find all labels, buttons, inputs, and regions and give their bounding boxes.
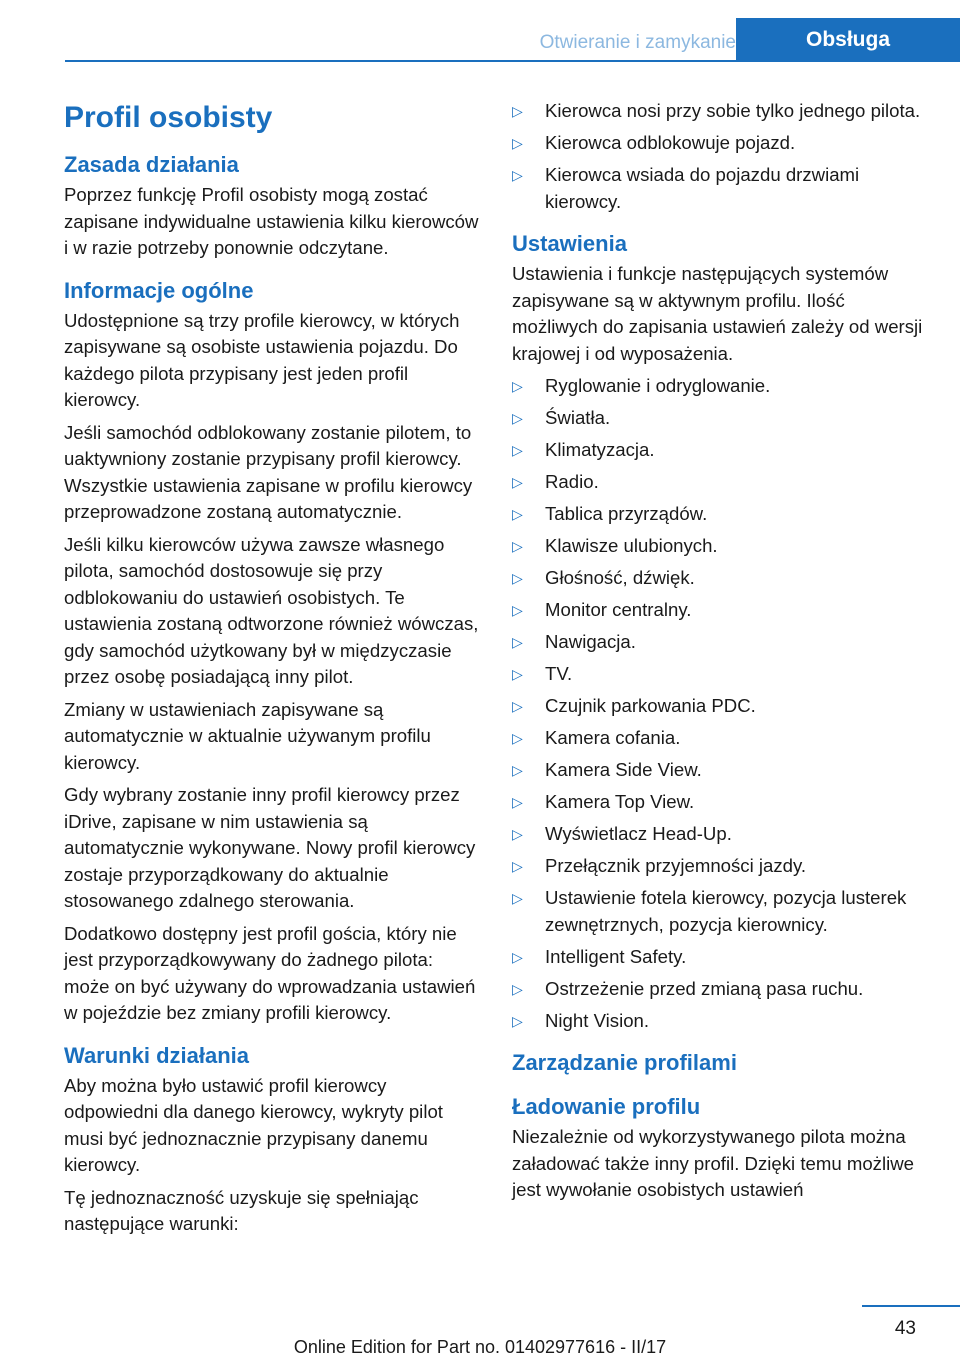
paragraph: Poprzez funkcję Profil osobisty mogą zostać zapisane indywidualne ustawienia kilku kierowców i w razie potrzeby ponownie odczytane. bbox=[64, 184, 479, 258]
conditions-list bbox=[512, 98, 930, 215]
list-item: ▷ Kamera Top View. bbox=[512, 789, 930, 816]
section-heading-settings: Ustawienia bbox=[512, 231, 627, 256]
list-item: ▷ Tablica przyrządów. bbox=[512, 501, 930, 528]
page-title: Profil osobisty bbox=[64, 101, 273, 134]
list-item: ▷ Night Vision. bbox=[512, 1008, 930, 1035]
triangle-bullet-icon: ▷ bbox=[512, 826, 523, 842]
triangle-bullet-icon: ▷ bbox=[512, 103, 523, 119]
list-item: ▷ Ustawienie fotela kierowcy, pozycja lusterek zewnętrznych, pozycja kierownicy. bbox=[512, 887, 907, 935]
list-item: ▷ Głośność, dźwięk. bbox=[512, 565, 930, 592]
right-column bbox=[512, 98, 930, 1210]
triangle-bullet-icon: ▷ bbox=[512, 794, 523, 810]
list-item: ▷ Kierowca wsiada do pojazdu drzwiami kierowcy. bbox=[512, 164, 860, 212]
section-heading-conditions: Warunki działania bbox=[64, 1042, 250, 1068]
list-item: ▷ Światła. bbox=[512, 405, 930, 432]
list-item: ▷ Nawigacja. bbox=[512, 629, 930, 656]
list-item: ▷ Kierowca nosi przy sobie tylko jednego pilota. bbox=[512, 98, 930, 125]
triangle-bullet-icon: ▷ bbox=[512, 570, 523, 586]
paragraph: Jeśli kilku kierowców używa zawsze własnego pilota, samochód dostosowuje się przy odblokowaniu do ustawień osobistych. Te ustawienia zostaną odtworzone również wówczas, gdy samochód użytkowany był w międzyczasie przez osobę posiadającą inny pilot. bbox=[64, 533, 479, 687]
list-item: ▷ Kierowca odblokowuje pojazd. bbox=[512, 130, 930, 157]
triangle-bullet-icon: ▷ bbox=[512, 506, 523, 522]
list-item: ▷ Ryglowanie i odryglowanie. bbox=[512, 373, 930, 400]
triangle-bullet-icon: ▷ bbox=[512, 602, 523, 618]
paragraph: Udostępnione są trzy profile kierowcy, w których zapisywane są osobiste ustawienia pojazdu. Do każdego pilota przypisany jest jeden profil kierowcy. bbox=[64, 309, 460, 410]
paragraph: Ustawienia i funkcje następujących systemów zapisywane są w aktywnym profilu. Ilość możliwych do zapisania ustawień zależy od wersji krajowej i od wyposażenia. bbox=[512, 263, 923, 364]
footer-divider bbox=[862, 1305, 960, 1307]
list-item: ▷ Czujnik parkowania PDC. bbox=[512, 693, 930, 720]
list-item: ▷ Przełącznik przyjemności jazdy. bbox=[512, 853, 930, 880]
triangle-bullet-icon: ▷ bbox=[512, 698, 523, 714]
triangle-bullet-icon: ▷ bbox=[512, 410, 523, 426]
list-item: ▷ Klawisze ulubionych. bbox=[512, 533, 930, 560]
list-item: ▷ Wyświetlacz Head-Up. bbox=[512, 821, 930, 848]
header-divider bbox=[65, 60, 960, 62]
triangle-bullet-icon: ▷ bbox=[512, 167, 523, 183]
triangle-bullet-icon: ▷ bbox=[512, 634, 523, 650]
paragraph: Tę jednoznaczność uzyskuje się spełniając następujące warunki: bbox=[64, 1186, 419, 1234]
paragraph: Gdy wybrany zostanie inny profil kierowcy przez iDrive, zapisane w nim ustawienia są automatycznie wykonywane. Nowy profil kierowcy zostaje przyporządkowany do aktualnie stosowanego zdalnego sterowania. bbox=[64, 784, 476, 911]
triangle-bullet-icon: ▷ bbox=[512, 890, 523, 906]
section-heading-profile-management: Zarządzanie profilami bbox=[512, 1050, 737, 1075]
page-number: 43 bbox=[894, 1318, 916, 1339]
list-item: ▷ TV. bbox=[512, 661, 930, 688]
list-item: ▷ Klimatyzacja. bbox=[512, 437, 930, 464]
triangle-bullet-icon: ▷ bbox=[512, 474, 523, 490]
list-item: ▷ Radio. bbox=[512, 469, 930, 496]
list-item: ▷ Kamera cofania. bbox=[512, 725, 930, 752]
triangle-bullet-icon: ▷ bbox=[512, 730, 523, 746]
triangle-bullet-icon: ▷ bbox=[512, 980, 523, 997]
paragraph: Jeśli samochód odblokowany zostanie pilotem, to uaktywniony zostanie przypisany profil kierowcy. Wszystkie ustawienia zapisane w profilu kierowcy przeprowadzone zostaną automatycznie. bbox=[64, 421, 473, 522]
triangle-bullet-icon: ▷ bbox=[512, 948, 523, 965]
systems-list bbox=[512, 373, 930, 1034]
list-item: ▷ Ostrzeżenie przed zmianą pasa ruchu. bbox=[512, 976, 930, 1003]
footer-edition-text: Online Edition for Part no. 01402977616 - II/17 bbox=[293, 1337, 667, 1357]
header-breadcrumb: Otwieranie i zamykanie bbox=[539, 32, 736, 53]
list-item: ▷ Monitor centralny. bbox=[512, 597, 930, 624]
triangle-bullet-icon: ▷ bbox=[512, 538, 523, 554]
triangle-bullet-icon: ▷ bbox=[512, 378, 523, 394]
paragraph: Aby można było ustawić profil kierowcy odpowiedni dla danego kierowcy, wykryty pilot musi być jednoznacznie przypisany danemu kierowcy. bbox=[64, 1074, 443, 1175]
list-item: ▷ Intelligent Safety. bbox=[512, 944, 930, 971]
left-column bbox=[64, 98, 482, 1244]
header-section-tab: Obsługa bbox=[736, 18, 960, 62]
paragraph: Dodatkowo dostępny jest profil gościa, który nie jest przyporządkowywany do żadnego pilota: może on być używany do wprowadzania ustawień w pojeździe bez zmiany profili kierowcy. bbox=[64, 922, 476, 1023]
paragraph: Niezależnie od wykorzystywanego pilota można załadować także inny profil. Dzięki temu możliwe jest wywołanie osobistych ustawień bbox=[512, 1126, 914, 1200]
triangle-bullet-icon: ▷ bbox=[512, 666, 523, 682]
triangle-bullet-icon: ▷ bbox=[512, 762, 523, 778]
paragraph: Zmiany w ustawieniach zapisywane są automatycznie w aktualnie używanym profilu kierowcy. bbox=[64, 698, 431, 773]
triangle-bullet-icon: ▷ bbox=[512, 1012, 523, 1029]
section-heading-load-profile: Ładowanie profilu bbox=[512, 1094, 701, 1119]
list-item: ▷ Kamera Side View. bbox=[512, 757, 930, 784]
triangle-bullet-icon: ▷ bbox=[512, 135, 523, 151]
section-heading-general: Informacje ogólne bbox=[64, 277, 254, 303]
section-heading-principle: Zasada działania bbox=[64, 152, 239, 177]
triangle-bullet-icon: ▷ bbox=[512, 442, 523, 458]
triangle-bullet-icon: ▷ bbox=[512, 858, 523, 874]
